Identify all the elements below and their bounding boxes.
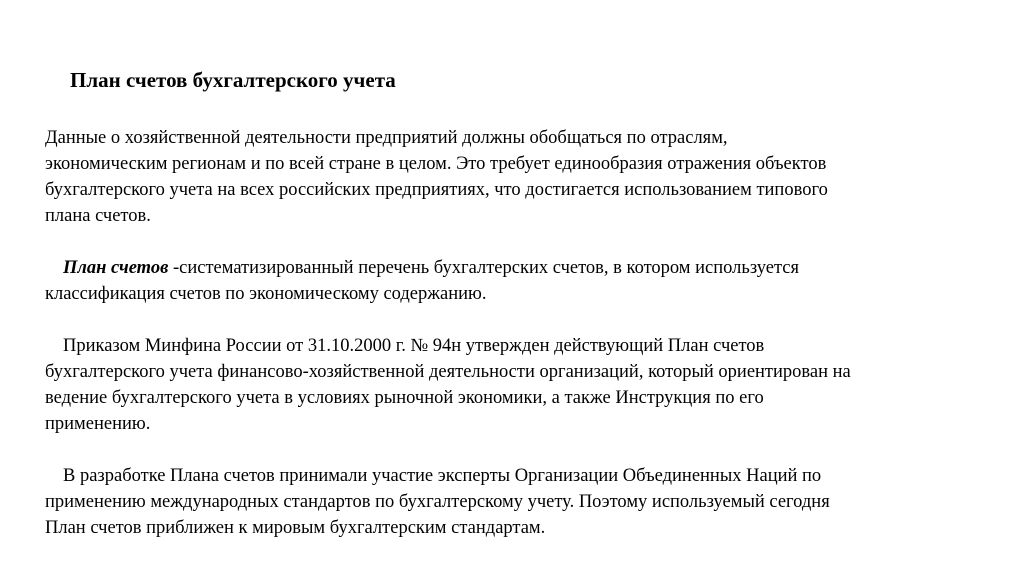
paragraph-line	[45, 333, 995, 359]
slide-body	[45, 125, 995, 541]
paragraph-line	[45, 463, 995, 489]
definition-text: -систематизированный перечень бухгалтерских счетов, в котором используется	[168, 258, 799, 278]
paragraph-line: классификация счетов по экономическому содержанию.	[45, 284, 487, 304]
paragraph-line: ведение бухгалтерского учета в условиях рыночной экономики, а также Инструкция по его	[45, 388, 764, 408]
paragraph-development	[45, 463, 995, 541]
paragraph-line: применению.	[45, 414, 151, 434]
paragraph-line: Данные о хозяйственной деятельности предприятий должны обобщаться по отраслям,	[45, 128, 728, 148]
paragraph-line: применению международных стандартов по бухгалтерскому учету. Поэтому используемый сегодня	[45, 492, 830, 512]
paragraph-line	[45, 255, 995, 281]
paragraph-line: экономическим регионам и по всей стране в целом. Это требует единообразия отражения объектов	[45, 154, 827, 174]
paragraph-line: План счетов приближен к мировым бухгалтерским стандартам.	[45, 518, 546, 538]
paragraph-line: плана счетов.	[45, 206, 151, 226]
paragraph-line: бухгалтерского учета финансово-хозяйственной деятельности организаций, который ориентирован на	[45, 362, 851, 382]
page-title: План счетов бухгалтерского учета	[70, 68, 396, 92]
paragraph-order	[45, 333, 995, 437]
paragraph-intro	[45, 125, 995, 229]
paragraph-line: бухгалтерского учета на всех российских предприятиях, что достигается использованием типового	[45, 180, 828, 200]
paragraph-text: В разработке Плана счетов принимали участие эксперты Организации Объединенных Наций по	[63, 466, 822, 486]
defined-term: План счетов	[63, 258, 169, 278]
paragraph-definition	[45, 255, 995, 307]
paragraph-text: Приказом Минфина России от 31.10.2000 г. № 94н утвержден действующий План счетов	[63, 336, 765, 356]
